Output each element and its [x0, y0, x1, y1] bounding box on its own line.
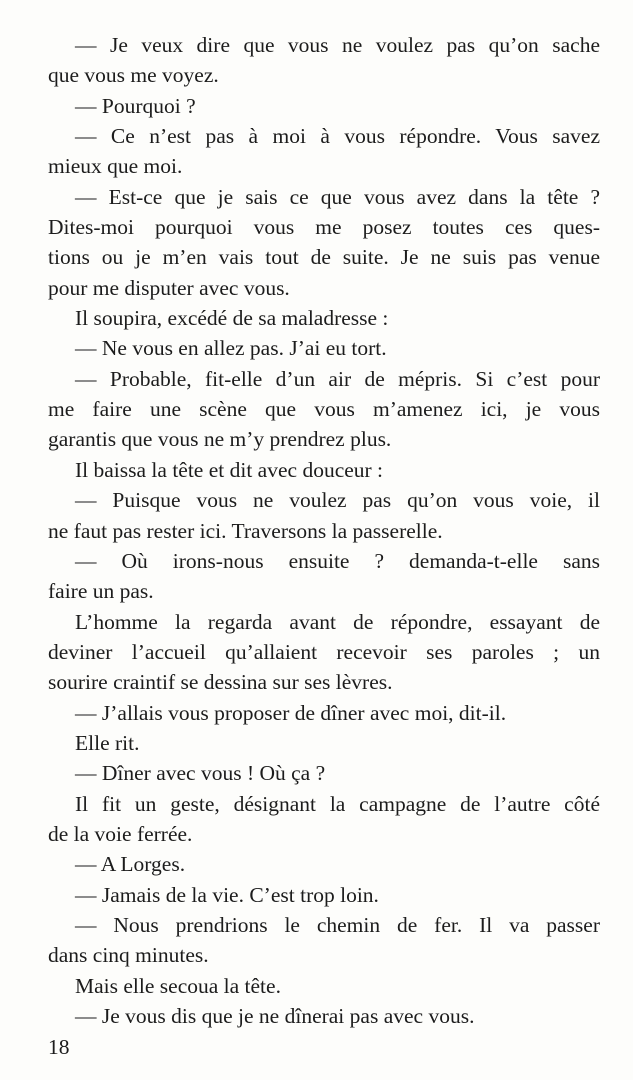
text-line: — Pourquoi ? [75, 93, 196, 118]
text-line: — A Lorges. [75, 852, 186, 877]
text-line: — Jamais de la vie. C’est trop loin. [75, 882, 379, 907]
text-line: L’homme la regarda avant de répondre, essayant de [75, 609, 600, 634]
text-line: — Probable, fit-elle d’un air de mépris. Si c’est pour [75, 366, 600, 391]
page-text [48, 30, 600, 1031]
text-line: — Où irons-nous ensuite ? demanda-t-elle sans [75, 548, 600, 573]
text-line: faire un pas. [48, 579, 154, 604]
page-number: 18 [48, 1035, 70, 1059]
text-line: — Est-ce que je sais ce que vous avez dans la tête ? [75, 184, 600, 209]
text-line: garantis que vous ne m’y prendrez plus. [48, 427, 392, 452]
text-line: — Je veux dire que vous ne voulez pas qu’on sache [75, 33, 600, 57]
text-line: — Nous prendrions le chemin de fer. Il va passer [75, 912, 600, 937]
text-line: — Je vous dis que je ne dînerai pas avec vous. [75, 1004, 475, 1028]
text-line: — Puisque vous ne voulez pas qu’on vous voie, il [75, 488, 600, 513]
text-line: mieux que moi. [48, 154, 183, 179]
text-line: dans cinq minutes. [48, 943, 209, 968]
text-line: — Dîner avec vous ! Où ça ? [75, 761, 326, 786]
text-line: Il fit un geste, désignant la campagne de l’autre côté [75, 791, 600, 816]
text-line: Dites-moi pourquoi vous me posez toutes ces ques- [48, 215, 600, 240]
text-line: tions ou je m’en vais tout de suite. Je ne suis pas venue [48, 245, 600, 270]
text-line: — Ce n’est pas à moi à vous répondre. Vous savez [75, 124, 600, 149]
text-line: deviner l’accueil qu’allaient recevoir ses paroles ; un [48, 639, 600, 664]
text-line: Il soupira, excédé de sa maladresse : [75, 306, 389, 331]
text-line: que vous me voyez. [48, 63, 219, 88]
text-line: ne faut pas rester ici. Traversons la passerelle. [48, 518, 443, 543]
text-line: sourire craintif se dessina sur ses lèvres. [48, 670, 393, 695]
text-line: Il baissa la tête et dit avec douceur : [75, 457, 384, 482]
text-line: Mais elle secoua la tête. [75, 973, 281, 998]
text-line: — Ne vous en allez pas. J’ai eu tort. [75, 336, 387, 361]
text-line: de la voie ferrée. [48, 821, 193, 846]
text-line: Elle rit. [75, 730, 140, 755]
text-line: pour me disputer avec vous. [48, 275, 290, 300]
text-line: me faire une scène que vous m’amenez ici, je vous [48, 397, 600, 422]
text-line: — J’allais vous proposer de dîner avec moi, dit-il. [75, 700, 507, 725]
